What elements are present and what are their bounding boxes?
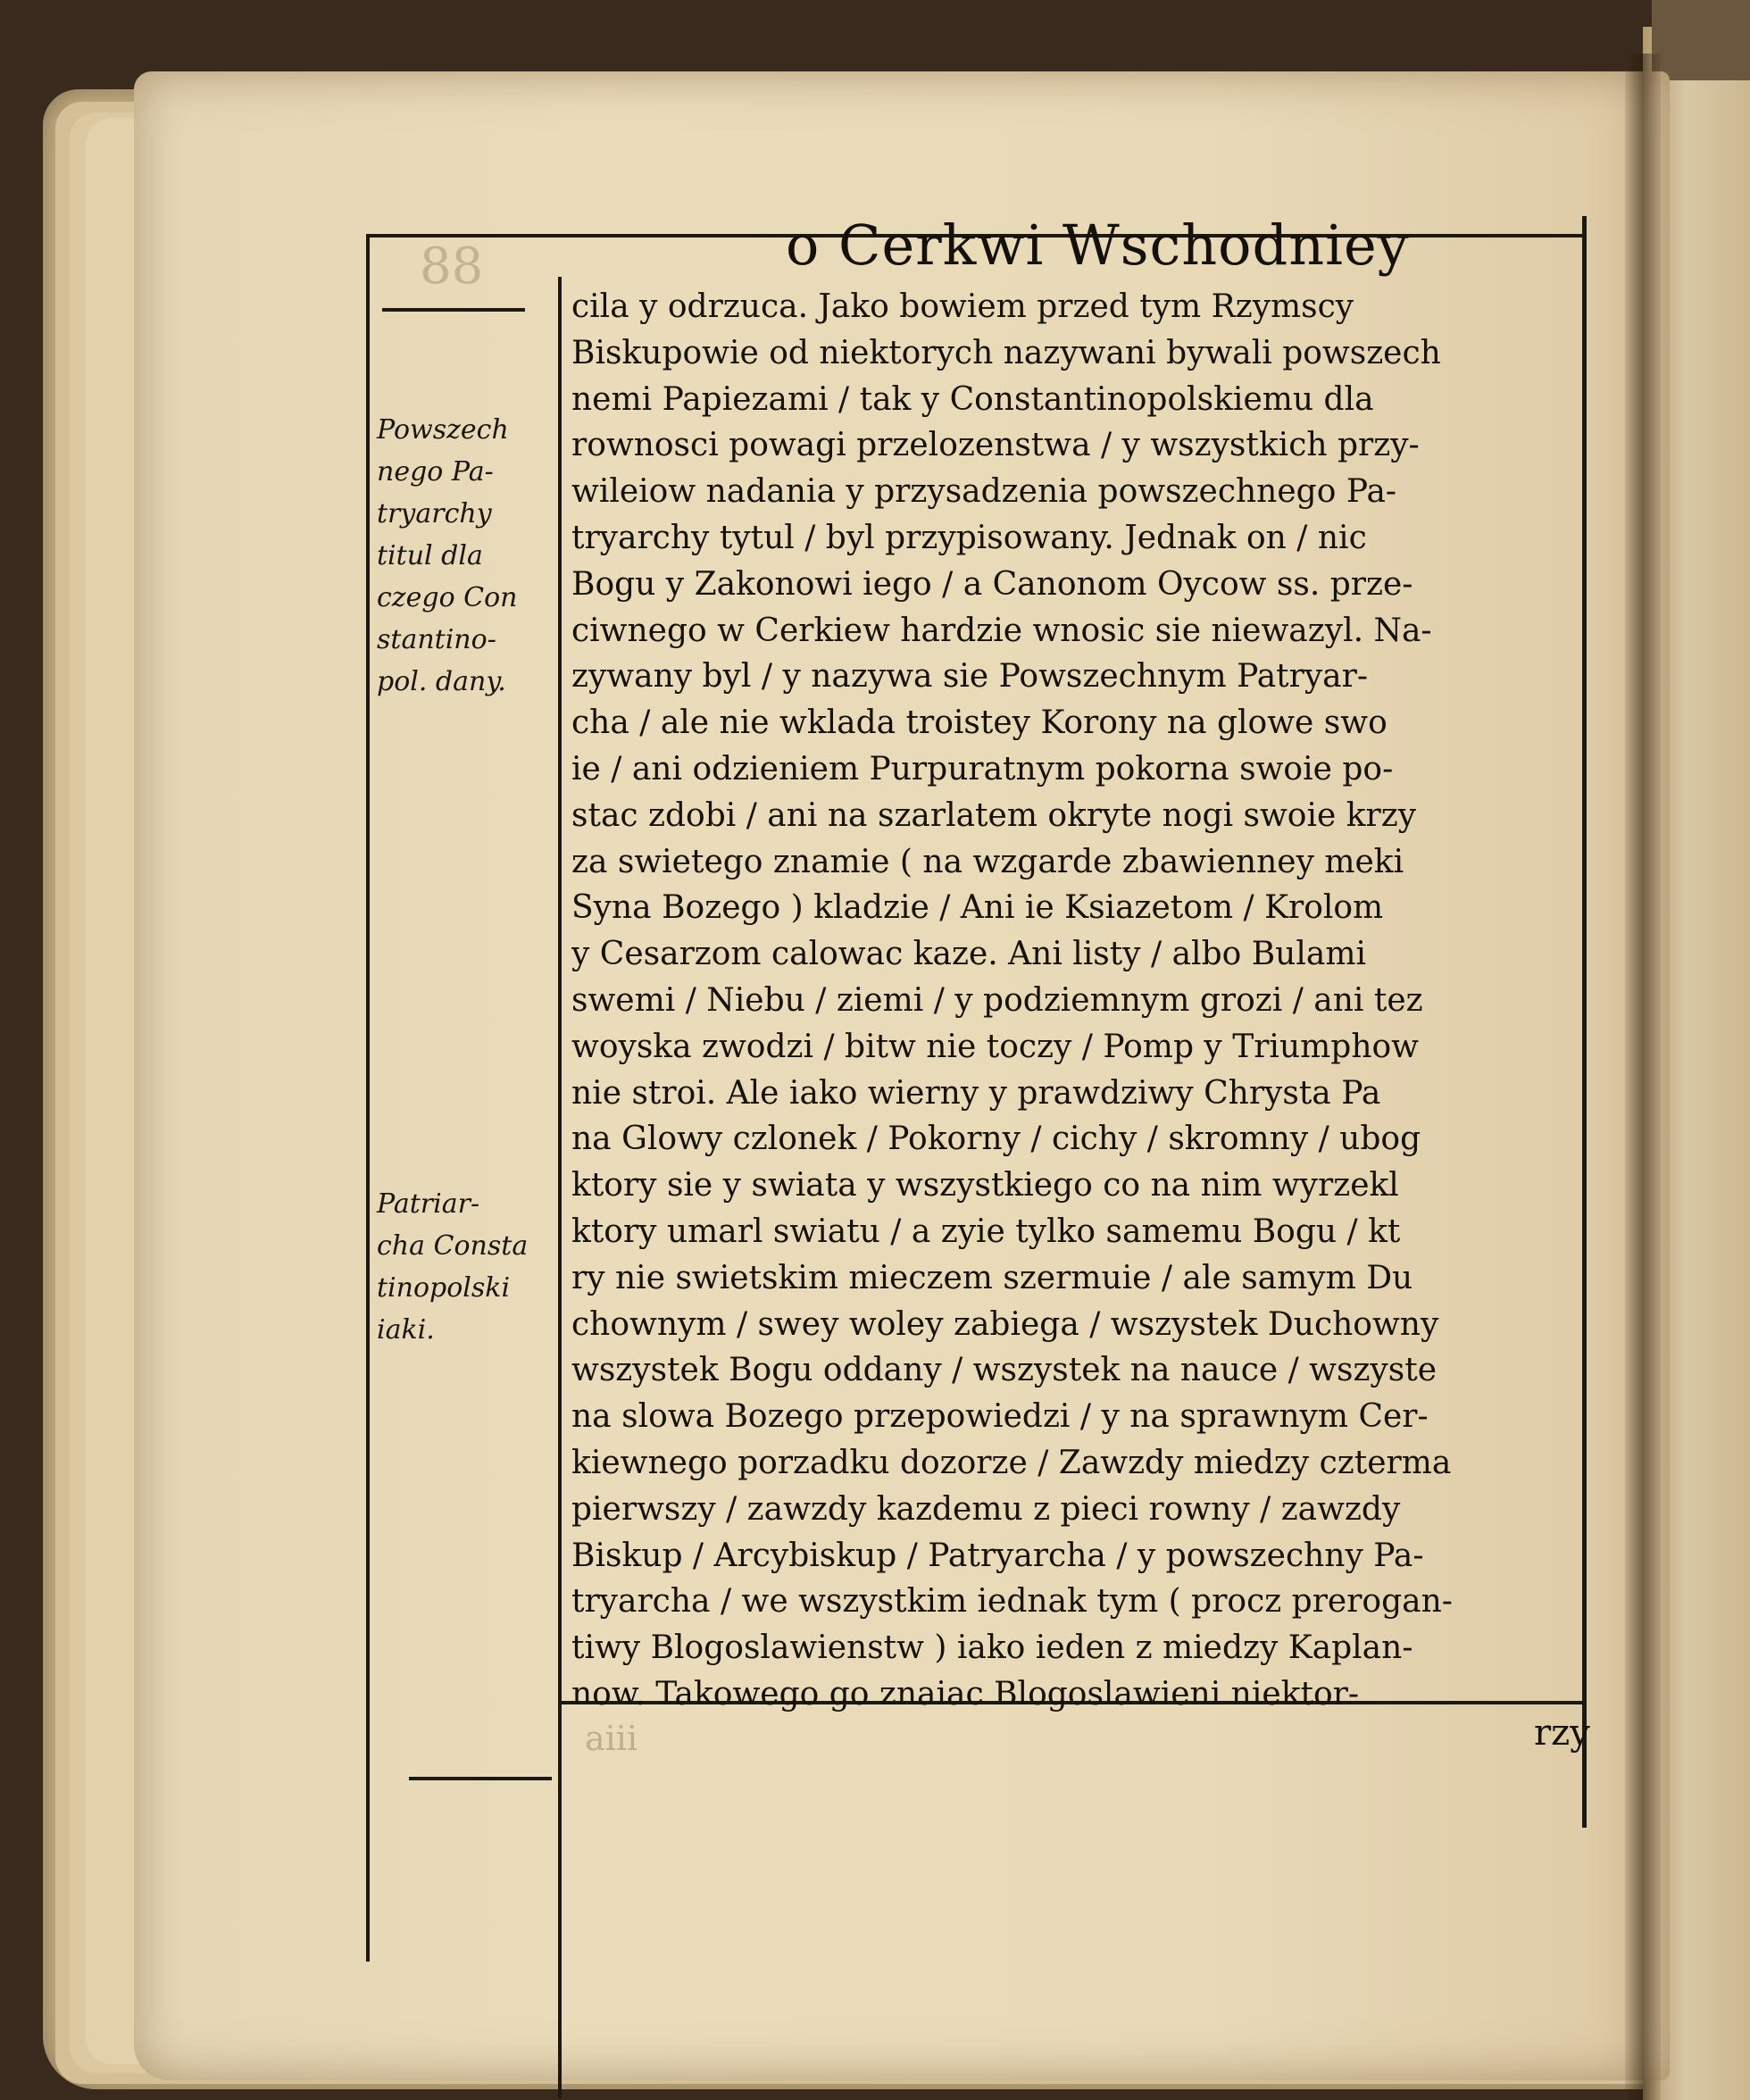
text-line: rownosci powagi przelozenstwa / y wszystkich przy- bbox=[571, 427, 1420, 464]
margin-note-line: pol. dany. bbox=[377, 666, 506, 697]
text-line: tryarchy tytul / byl przypisowany. Jednak on / nic bbox=[571, 519, 1367, 556]
text-line: Biskup / Arcybiskup / Patryarcha / y powszechny Pa- bbox=[571, 1537, 1424, 1574]
text-line: ktory umarl swiatu / a zyie tylko samemu Bogu / kt bbox=[571, 1212, 1401, 1250]
margin-rule-bottom bbox=[409, 1777, 552, 1780]
frame-left-rule bbox=[366, 234, 370, 1962]
text-line: chownym / swey woley zabiega / wszystek Duchowny bbox=[571, 1305, 1439, 1343]
text-line: kiewnego porzadku dozorze / Zawzdy miedzy czterma bbox=[571, 1444, 1452, 1481]
text-line: cila y odrzuca. Jako bowiem przed tym Rzymscy bbox=[571, 288, 1354, 325]
text-line: cha / ale nie wklada troistey Korony na glowe swo bbox=[571, 704, 1388, 742]
text-line: pierwszy / zawzdy kazdemu z pieci rowny / zawzdy bbox=[571, 1490, 1401, 1528]
margin-rule bbox=[382, 308, 525, 312]
text-line: tiwy Blogoslawienstw ) iako ieden z miedzy Kaplan- bbox=[571, 1629, 1413, 1667]
margin-note-powszechnego bbox=[377, 409, 555, 703]
margin-note-line: iaki. bbox=[377, 1314, 435, 1346]
body-text bbox=[571, 284, 1589, 1718]
margin-note-line: nego Pa- bbox=[377, 456, 494, 488]
text-line: na slowa Bozego przepowiedzi / y na sprawnym Cer- bbox=[571, 1398, 1429, 1436]
binding-strip bbox=[1652, 0, 1750, 80]
text-line: wszystek Bogu oddany / wszystek na nauce / wszyste bbox=[571, 1352, 1438, 1389]
margin-note-patriarcha bbox=[377, 1183, 555, 1351]
text-line: nie stroi. Ale iako wierny y prawdziwy Chrysta Pa bbox=[571, 1074, 1381, 1112]
margin-note-line: titul dla bbox=[377, 540, 483, 571]
text-line: ie / ani odzieniem Purpuratnym pokorna swoie po- bbox=[571, 750, 1394, 788]
margin-note-line: Powszech bbox=[377, 414, 509, 446]
text-line: nemi Papiezami / tak y Constantinopolskiemu dla bbox=[571, 380, 1374, 418]
text-line: ciwnego w Cerkiew hardzie wnosic sie niewazyl. Na- bbox=[571, 612, 1432, 649]
margin-note-line: stantino- bbox=[377, 624, 496, 655]
frame-column-rule bbox=[558, 277, 562, 2098]
text-line: tryarcha / we wszystkim iednak tym ( procz prerogan- bbox=[571, 1583, 1453, 1621]
catchword: rzy bbox=[1534, 1712, 1590, 1754]
bleed-through-page-number: 88 bbox=[420, 238, 484, 296]
margin-note-line: tinopolski bbox=[377, 1272, 511, 1304]
text-line: Bogu y Zakonowi iego / a Canonom Oycow ss. prze- bbox=[571, 565, 1413, 603]
text-line: ktory sie y swiata y wszystkiego co na nim wyrzekl bbox=[571, 1167, 1399, 1204]
text-line: now. Takowego go znaiac Blogoslawieni niektor- bbox=[571, 1675, 1360, 1712]
margin-note-line: tryarchy bbox=[377, 498, 492, 529]
text-line: za swietego znamie ( na wzgarde zbawienney meki bbox=[571, 843, 1404, 880]
margin-note-line: Patriar- bbox=[377, 1188, 480, 1220]
bleed-through-signature: aiii bbox=[585, 1719, 638, 1758]
margin-note-line: czego Con bbox=[377, 582, 518, 613]
text-line: stac zdobi / ani na szarlatem okryte nogi swoie krzy bbox=[571, 796, 1417, 834]
text-line: Biskupowie od niektorych nazywani bywali powszech bbox=[571, 334, 1441, 371]
text-line: swemi / Niebu / ziemi / y podziemnym grozi / ani tez bbox=[571, 981, 1423, 1019]
text-line: zywany byl / y nazywa sie Powszechnym Patryar- bbox=[571, 658, 1369, 696]
text-line: wileiow nadania y przysadzenia powszechnego Pa- bbox=[571, 473, 1397, 511]
running-head: o Cerkwi Wschodniey bbox=[786, 212, 1410, 278]
text-line: woyska zwodzi / bitw nie toczy / Pomp y Triumphow bbox=[571, 1028, 1419, 1065]
text-line: na Glowy czlonek / Pokorny / cichy / skromny / ubog bbox=[571, 1121, 1421, 1158]
text-line: y Cesarzom calowac kaze. Ani listy / albo Bulami bbox=[571, 936, 1366, 973]
text-line: Syna Bozego ) kladzie / Ani ie Ksiazetom / Krolom bbox=[571, 889, 1384, 927]
margin-note-line: cha Consta bbox=[377, 1230, 529, 1262]
gutter-shadow bbox=[1625, 54, 1661, 2100]
text-line: ry nie swietskim mieczem szermuie / ale samym Du bbox=[571, 1259, 1413, 1296]
